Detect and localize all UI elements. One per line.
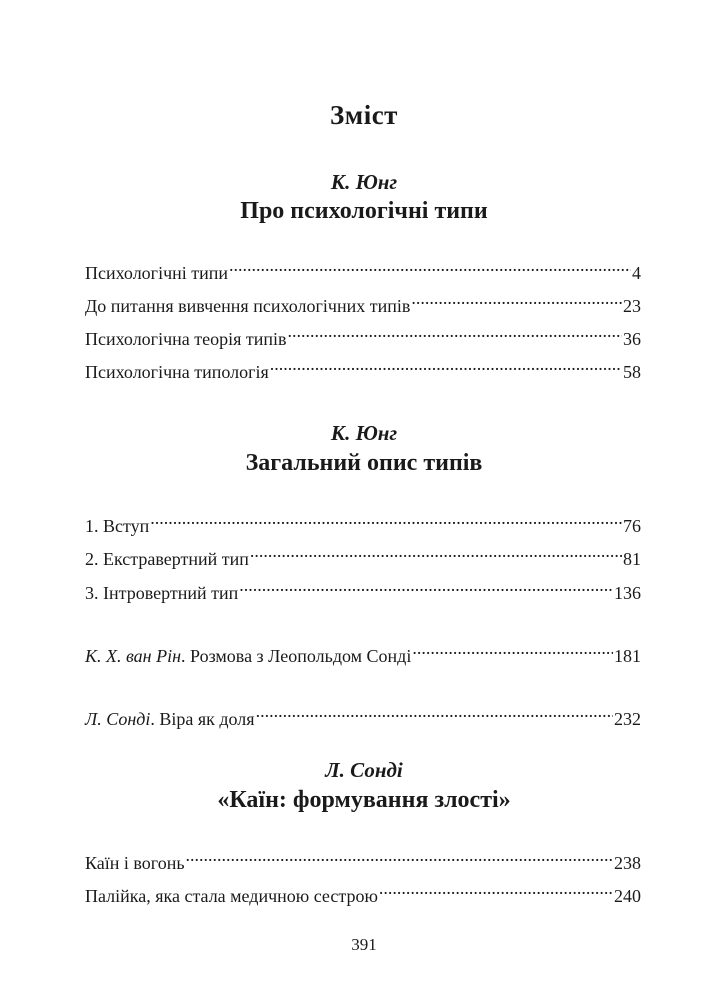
leader-dots: [256, 703, 613, 725]
leader-dots: [379, 880, 613, 902]
toc-entry-page: 23: [623, 296, 641, 316]
toc-entry-page: 240: [614, 886, 641, 906]
toc-entry-page: 232: [614, 709, 641, 729]
section-author: К. Юнг: [330, 421, 398, 445]
leader-dots: [411, 290, 622, 312]
toc-entry-page: 4: [632, 263, 641, 283]
toc-entry-page: 81: [623, 549, 641, 569]
toc-entry-page: 136: [614, 583, 641, 603]
toc-entry-page: 36: [623, 329, 641, 349]
section-author: Л. Сонді: [325, 758, 403, 782]
entry-author: К. Х. ван Рін: [85, 646, 181, 666]
entry-author: Л. Сонді: [85, 709, 151, 729]
toc-entry-label: 3. Інтровертний тип: [85, 583, 239, 603]
toc-entry[interactable]: [85, 356, 641, 383]
toc-entry[interactable]: [85, 640, 641, 667]
toc-entry-page: 76: [623, 516, 641, 536]
toc-entry-page: 238: [614, 853, 641, 873]
toc-entry[interactable]: [85, 257, 641, 284]
toc-entry[interactable]: [85, 847, 641, 874]
toc-entry-label: [85, 645, 411, 667]
toc-entry[interactable]: [85, 703, 641, 730]
entry-title: . Віра як доля: [150, 709, 255, 729]
toc-entry-label: [85, 708, 255, 730]
section-title: Про психологічні типи: [240, 198, 488, 224]
entry-title: . Розмова з Леопольдом Сонді: [181, 646, 412, 666]
leader-dots: [288, 323, 622, 345]
toc-entry-label: Палійка, яка стала медичною сестрою: [85, 886, 378, 906]
toc-entry-label: Психологічна теорія типів: [85, 329, 287, 349]
section-title: Загальний опис типів: [245, 450, 483, 476]
toc-entry[interactable]: [85, 290, 641, 317]
toc-entry[interactable]: [85, 323, 641, 350]
leader-dots: [412, 640, 613, 662]
toc-entry-label: 2. Екстравертний тип: [85, 549, 249, 569]
toc-entry-label: Психологічна типологія: [85, 362, 269, 382]
toc-entry-page: 58: [623, 362, 641, 382]
page-number: 391: [351, 935, 377, 954]
leader-dots: [239, 577, 613, 599]
toc-entry[interactable]: [85, 577, 641, 604]
toc-entry[interactable]: [85, 880, 641, 907]
toc-entry-page: 181: [614, 646, 641, 666]
leader-dots: [150, 510, 622, 532]
leader-dots: [229, 257, 631, 279]
leader-dots: [250, 543, 622, 565]
toc-entry[interactable]: [85, 510, 641, 537]
leader-dots: [270, 356, 622, 378]
contents-heading: Зміст: [330, 100, 398, 130]
toc-entry-label: 1. Вступ: [85, 516, 150, 536]
toc-entry-label: До питання вивчення психологічних типів: [85, 296, 411, 316]
leader-dots: [186, 847, 613, 869]
toc-entry-label: Психологічні типи: [85, 263, 229, 283]
section-title: «Каїн: формування злості»: [217, 787, 511, 813]
section-author: К. Юнг: [330, 170, 398, 194]
toc-entry-label: Каїн і вогонь: [85, 853, 185, 873]
toc-entry[interactable]: [85, 543, 641, 570]
